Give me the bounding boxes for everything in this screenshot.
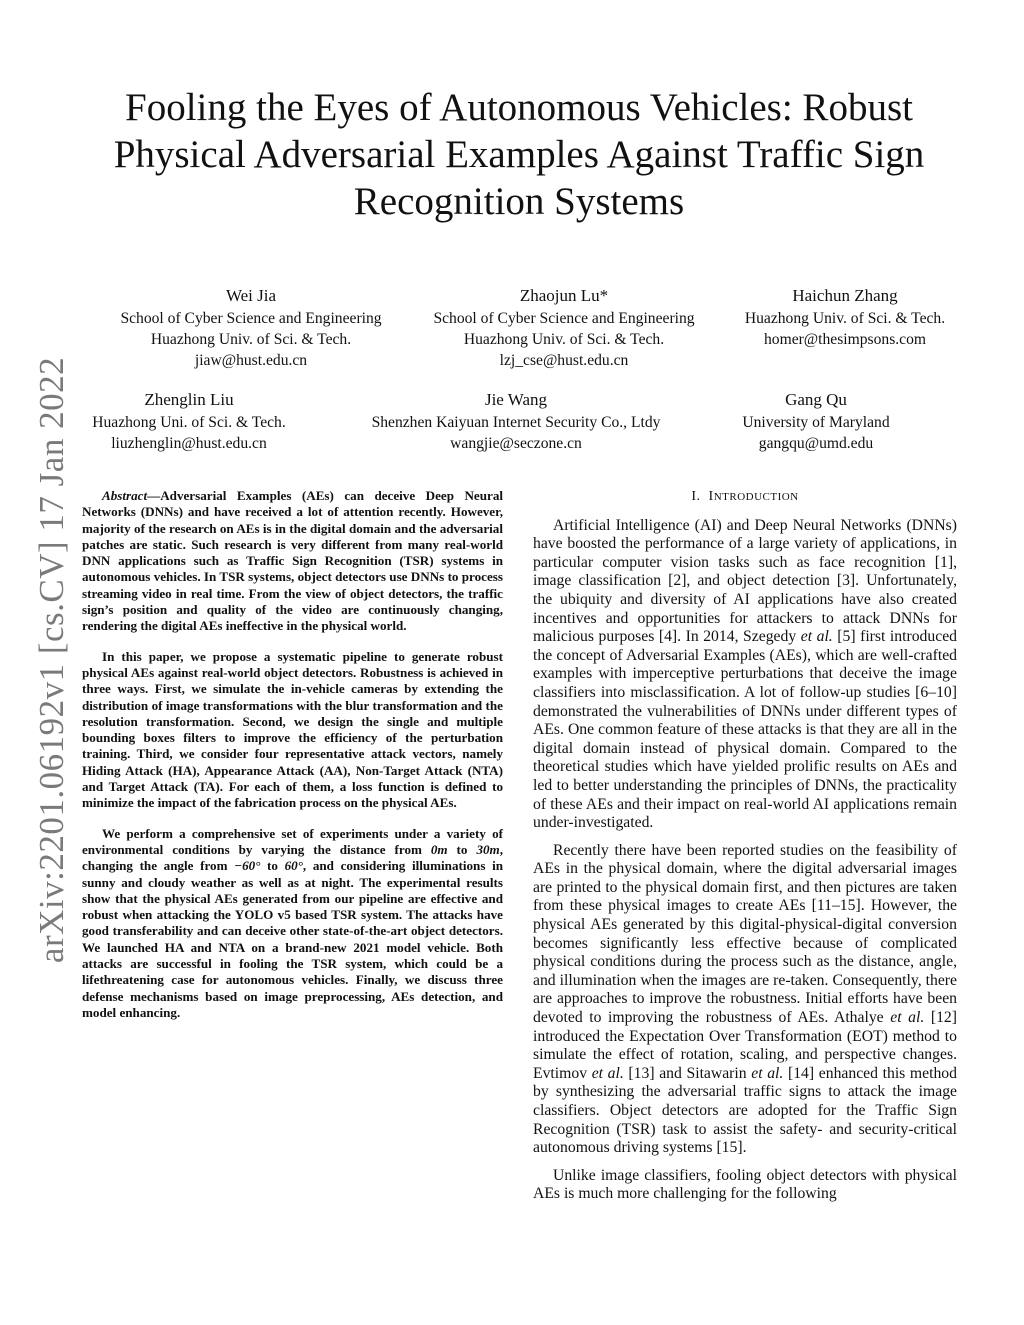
author-block bbox=[80, 389, 298, 454]
author-email: lzj_cse@hust.edu.cn bbox=[499, 352, 629, 369]
author-block bbox=[420, 285, 708, 371]
author-name: Jie Wang bbox=[484, 390, 548, 409]
author-block bbox=[732, 389, 900, 454]
author-name: Gang Qu bbox=[785, 390, 847, 409]
abstract-paragraph: We perform a comprehensive set of experiments under a variety of environmental conditions by varying the distance from 0m to 30m, changing the angle from −60° to 60°, and considering illuminations in sunny and cloudy weather as well as at night. The experimental results show that the physical AEs generated from our pipeline are effective and robust when attacking the YOLO v5 based TSR system. The attacks have good transferability and can deceive other state-of-the-art object detectors. We launched HA and NTA on a brand-new 2021 model vehicle. Both attacks are successful in fooling the TSR system, which could be a lifethreatening case for autonomous vehicles. Finally, we discuss three defense mechanisms based on image preprocessing, AEs detection, and model enhancing. bbox=[82, 825, 503, 1020]
author-block bbox=[732, 285, 958, 350]
author-email: wangjie@seczone.cn bbox=[450, 435, 582, 452]
abstract-paragraph: Abstract—Adversarial Examples (AEs) can deceive Deep Neural Networks (DNNs) and have received a lot of attention recently. However, majority of the research on AEs is in the digital domain and the adversarial patches are static. Such research is very different from many real-world DNN applications such as Traffic Sign Recognition (TSR) systems in autonomous vehicles. In TSR systems, object detectors use DNNs to process streaming video in real time. From the view of object detectors, the traffic sign’s position and quality of the video are continuously changing, rendering the digital AEs ineffective in the physical world. bbox=[82, 488, 503, 634]
author-affiliation: Shenzhen Kaiyuan Internet Security Co., Ltdy bbox=[371, 414, 661, 431]
introduction-column bbox=[533, 488, 957, 1213]
intro-paragraph: Artificial Intelligence (AI) and Deep Neural Networks (DNNs) have boosted the performance of a large variety of applications, in particular computer vision tasks such as face recognition [1], image classification [2], and object detection [3]. Unfortunately, the ubiquity and diversity of AI applications have also created incentives and opportunities for attackers to attack DNNs for malicious purposes [4]. In 2014, Szegedy et al. [5] first introduced the concept of Adversarial Examples (AEs), which are well-crafted examples with imperceptive perturbations that deceive the image classifiers into misclassification. A lot of follow-up studies [6–10] demonstrated the vulnerabilities of DNNs under different types of AEs. One common feature of these attacks is that they are all in the digital domain instead of physical domain. Compared to the theoretical studies which have yielded prolific results on AEs and led to better understanding the principles of DNNs, the practicality of these AEs and their impact on real-world AI applications remain under-investigated. bbox=[533, 516, 957, 832]
author-name: Wei Jia bbox=[225, 286, 277, 305]
section-heading: I. INTRODUCTION bbox=[691, 489, 799, 504]
author-name: Zhenglin Liu bbox=[144, 390, 234, 409]
author-email: homer@thesimpsons.com bbox=[763, 331, 927, 348]
author-email: gangqu@umd.edu bbox=[758, 435, 874, 452]
intro-paragraph: Unlike image classifiers, fooling object detectors with physical AEs is much more challenging for the following bbox=[533, 1166, 957, 1203]
arxiv-identifier: arXiv:2201.06192v1 [cs.CV] 17 Jan 2022 bbox=[32, 356, 71, 964]
author-affiliation: Huazhong Univ. of Sci. & Tech. bbox=[744, 310, 946, 327]
intro-paragraph: Recently there have been reported studies on the feasibility of AEs in the physical domain, where the digital adversarial images are printed to the physical domain first, and then pictures are taken from these physical images to create AEs [11–15]. However, the physical AEs generated by this digital-physical-digital conversion becomes significantly less effective because of complicated physical conditions during the process such as the distance, angle, and illumination when the images are re-taken. Consequently, there are approaches to improve the robustness. Initial efforts have been devoted to improving the robustness of AEs. Athalye et al. [12] introduced the Expectation Over Transformation (EOT) method to simulate the effect of rotation, scaling, and perspective changes. Evtimov et al. [13] and Sitawarin et al. [14] enhanced this method by synthesizing the adversarial traffic signs to attack the image classifiers. Object detectors are adopted for the Traffic Sign Recognition (TSR) task to assist the safety- and security-critical autonomous driving systems [15]. bbox=[533, 841, 957, 1157]
abstract-label: Abstract bbox=[102, 488, 148, 503]
author-block bbox=[108, 285, 394, 371]
author-affiliation: School of Cyber Science and Engineering bbox=[433, 310, 695, 327]
abstract bbox=[82, 488, 503, 1035]
author-affiliation: Huazhong Uni. of Sci. & Tech. bbox=[92, 414, 286, 431]
author-name: Zhaojun Lu* bbox=[519, 286, 609, 305]
author-affiliation: University of Maryland bbox=[742, 414, 890, 431]
paper-title: Fooling the Eyes of Autonomous Vehicles: Robust Physical Adversarial Examples Against Traffic Sign Recognition Systems bbox=[113, 86, 925, 223]
author-affiliation: Huazhong Univ. of Sci. & Tech. bbox=[463, 331, 665, 348]
author-block bbox=[356, 389, 676, 454]
author-affiliation: Huazhong Univ. of Sci. & Tech. bbox=[150, 331, 352, 348]
author-email: liuzhenglin@hust.edu.cn bbox=[111, 435, 267, 452]
author-name: Haichun Zhang bbox=[792, 286, 898, 305]
abstract-paragraph: In this paper, we propose a systematic pipeline to generate robust physical AEs against real-world object detectors. Robustness is achieved in three ways. First, we simulate the in-vehicle cameras by extending the distribution of image transformations with the blur transformation and the resolution transformation. Second, we design the single and multiple bounding boxes filters to improve the efficiency of the perturbation training. Third, we consider four representative attack vectors, namely Hiding Attack (HA), Appearance Attack (AA), Non-Target Attack (NTA) and Target Attack (TA). For each of them, a loss function is defined to minimize the impact of the fabrication process on the physical AEs. bbox=[82, 648, 503, 811]
author-email: jiaw@hust.edu.cn bbox=[194, 352, 308, 369]
author-affiliation: School of Cyber Science and Engineering bbox=[120, 310, 382, 327]
